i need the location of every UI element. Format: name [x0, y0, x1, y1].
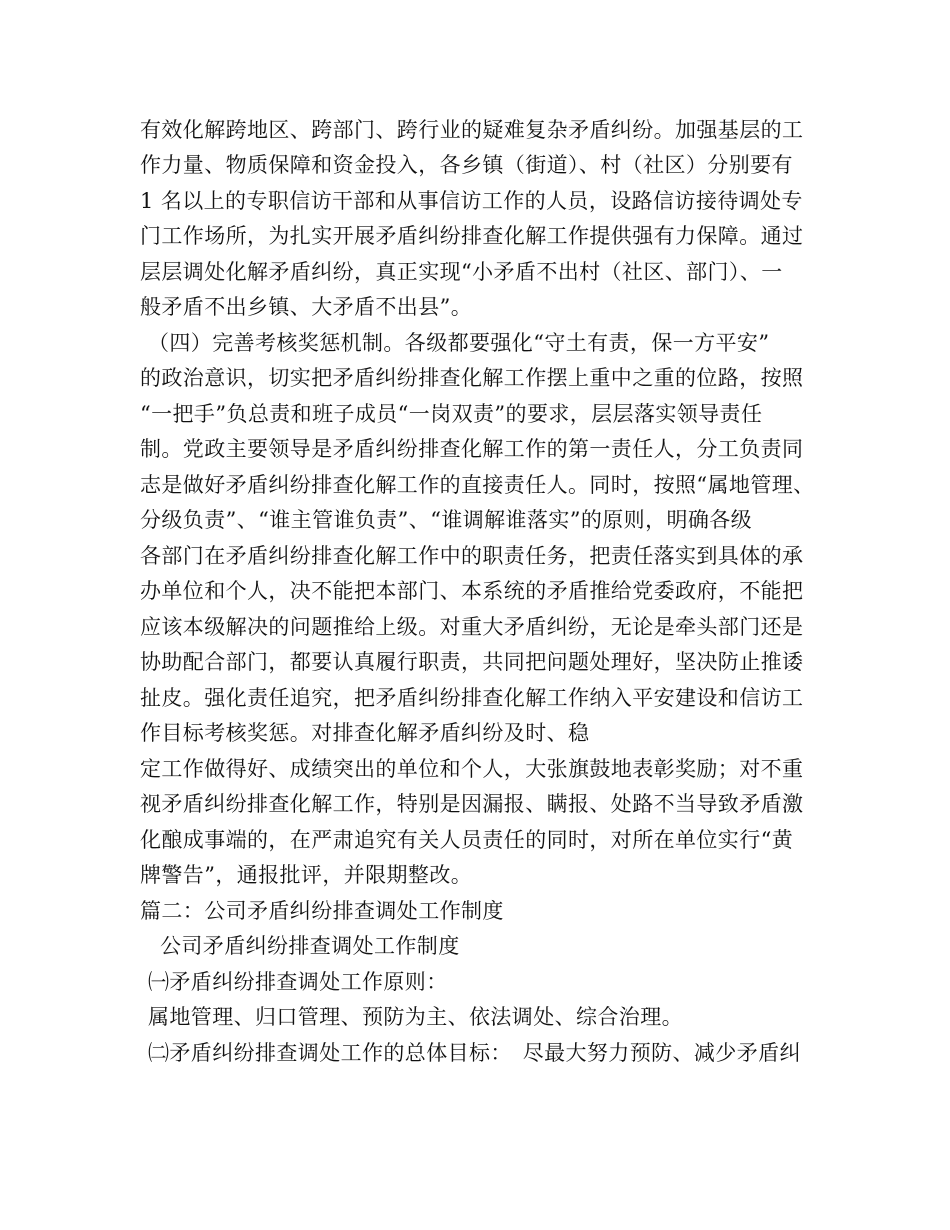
section-heading-line: ㈠矛盾纠纷排查调处工作原则：	[148, 970, 448, 994]
paragraph-line: 制。党政主要领导是矛盾纠纷排查化解工作的第一责任人，分工负责同	[140, 437, 804, 461]
paragraph-line: 作目标考核奖惩。对排查化解矛盾纠纷及时、稳	[140, 721, 590, 745]
article-title: 公司矛盾纠纷排查调处工作制度	[160, 934, 460, 958]
paragraph-line: 牌警告”，通报批评，并限期整改。	[140, 863, 473, 887]
paragraph-line: 协助配合部门，都要认真履行职责，共同把问题处理好，坚决防止推诿	[140, 650, 804, 674]
article-heading: 篇二：公司矛盾纠纷排查调处工作制度	[140, 899, 504, 923]
paragraph-line: 门工作场所，为扎实开展矛盾纠纷排查化解工作提供强有力保障。通过	[140, 224, 804, 248]
paragraph-line: 般矛盾不出乡镇、大矛盾不出县”。	[140, 295, 473, 319]
paragraph-line: “一把手”负总责和班子成员“一岗双责”的要求，层层落实领导责任	[140, 402, 763, 426]
paragraph-line: 视矛盾纠纷排查化解工作，特别是因漏报、瞒报、处路不当导致矛盾激	[140, 792, 804, 816]
paragraph-line: 定工作做得好、成绩突出的单位和个人，大张旗鼓地表彰奖励；对不重	[140, 757, 804, 781]
section-heading-line: ㈡矛盾纠纷排查调处工作的总体目标： 尽最大努力预防、减少矛盾纠	[148, 1041, 801, 1065]
paragraph-line: 应该本级解决的问题推给上级。对重大矛盾纠纷，无论是牵头部门还是	[140, 615, 804, 639]
paragraph-line: 办单位和个人，决不能把本部门、本系统的矛盾推给党委政府，不能把	[140, 579, 804, 603]
paragraph-line: 志是做好矛盾纠纷排查化解工作的直接责任人。同时，按照“属地管理、	[140, 473, 815, 497]
paragraph-line: 作力量、物质保障和资金投入，各乡镇（街道）、村（社区）分别要有	[140, 153, 793, 177]
paragraph-line: 属地管理、归口管理、预防为主、依法调处、综合治理。	[148, 1005, 683, 1029]
paragraph-line: 有效化解跨地区、跨部门、跨行业的疑难复杂矛盾纠纷。加强基层的工	[140, 118, 804, 142]
paragraph-line: 分级负责”、“谁主管谁负责”、“谁调解谁落实”的原则，明确各级	[140, 508, 753, 532]
paragraph-line: 的政治意识，切实把矛盾纠纷排查化解工作摆上重中之重的位路，按照	[140, 366, 804, 390]
section-heading-line: （四）完善考核奖惩机制。各级都要强化“守土有责，保一方平安”	[148, 331, 770, 355]
paragraph-line: 扯皮。强化责任追究，把矛盾纠纷排查化解工作纳入平安建设和信访工	[140, 686, 804, 710]
paragraph-line: 1 名以上的专职信访干部和从事信访工作的人员，设路信访接待调处专	[140, 189, 803, 213]
paragraph-line: 化酿成事端的，在严肃追究有关人员责任的同时，对所在单位实行“黄	[140, 828, 794, 852]
paragraph-line: 层层调处化解矛盾纠纷，真正实现“小矛盾不出村（社区、部门）、一	[140, 260, 783, 284]
paragraph-line: 各部门在矛盾纠纷排查化解工作中的职责任务，把责任落实到具体的承	[140, 544, 804, 568]
